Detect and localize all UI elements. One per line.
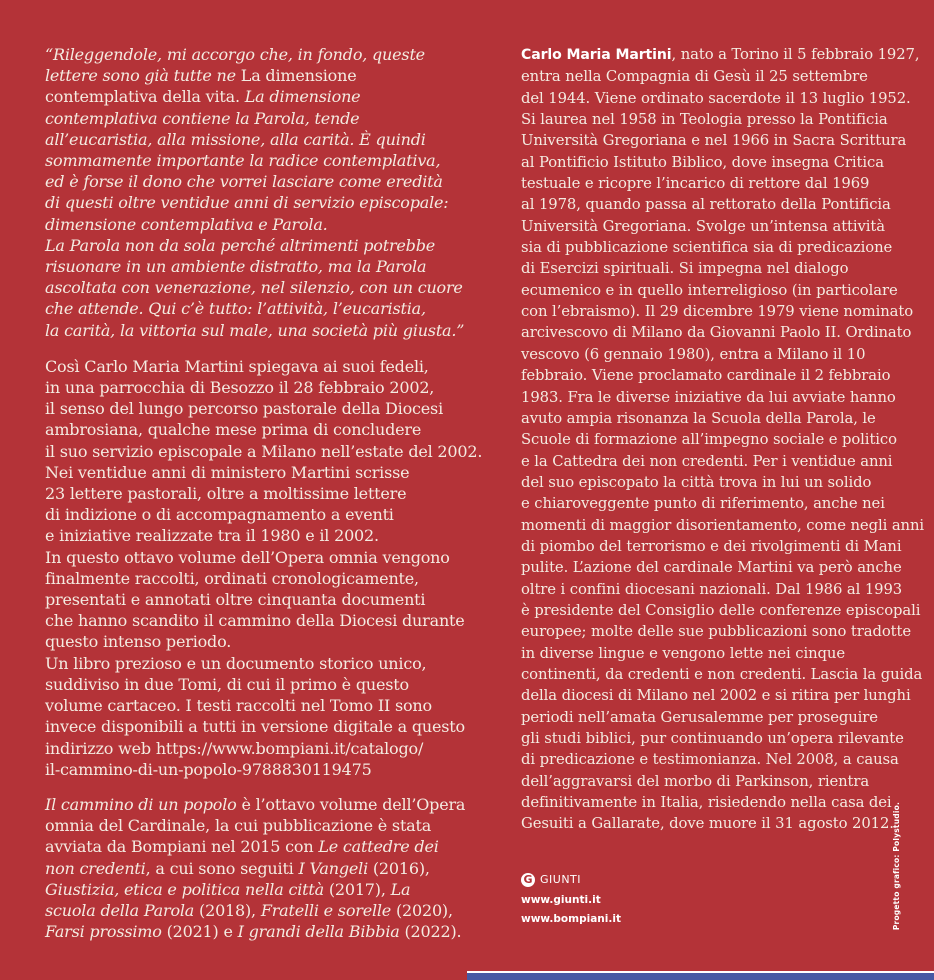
text-line: lettere sono già tutte ne La dimensione (45, 66, 357, 86)
text-line: avuto ampia risonanza la Scuola della Parola, le (521, 409, 876, 427)
quote-paragraph (45, 44, 477, 341)
text-line: ambrosiana, qualche mese prima di concludere (45, 420, 422, 440)
text-line: ecumenico e in quello interreligioso (in particolare (521, 281, 898, 299)
text-line: 23 lettere pastorali, oltre a moltissime lettere (45, 484, 407, 504)
text-line: al Pontificio Istituto Biblico, dove insegna Critica (521, 153, 884, 171)
text-line: dell’aggravarsi del morbo di Parkinson, rientra (521, 772, 870, 790)
biography-paragraph (521, 44, 925, 835)
text-line: febbraio. Viene proclamato cardinale il 2 febbraio (521, 367, 891, 385)
publisher-block (521, 872, 621, 925)
text-line: gli studi biblici, pur continuando un’opera rilevante (521, 730, 904, 747)
text-line: il senso del lungo percorso pastorale della Diocesi (45, 399, 443, 419)
text-line: In questo ottavo volume dell’Opera omnia vengono (45, 547, 450, 567)
text-line: suddiviso in due Tomi, di cui il primo è questo (45, 674, 409, 694)
series-paragraph (45, 794, 477, 942)
text-line: Un libro prezioso e un documento storico unico, (45, 653, 427, 673)
text-line: La Parola non da sola perché altrimenti potrebbe (45, 235, 436, 255)
text-line: Farsi prossimo (2021) e I grandi della Bibbia (2022). (45, 922, 462, 942)
text-line: Carlo Maria Martini, nato a Torino il 5 febbraio 1927, (521, 46, 920, 63)
text-line: in una parrocchia di Besozzo il 28 febbraio 2002, (45, 378, 435, 398)
text-line: continenti, da credenti e non credenti. Lascia la guida (521, 665, 923, 683)
bottom-edge-strip (467, 971, 934, 980)
text-line: sia di pubblicazione scientifica sia di predicazione (521, 239, 893, 257)
text-line: di predicazione e testimonianza. Nel 2008, a causa (521, 751, 899, 769)
text-line: ed è forse il dono che vorrei lasciare come eredità (45, 172, 443, 192)
text-line: “Rileggendole, mi accorgo che, in fondo, queste (45, 45, 425, 64)
text-line: della diocesi di Milano nel 2002 e si ritira per lunghi (521, 687, 911, 705)
text-line: momenti di maggior disorientamento, come negli anni (521, 516, 925, 534)
text-line: arcivescovo di Milano da Giovanni Paolo II. Ordinato (521, 324, 912, 342)
text-line: Università Gregoriana. Svolge un’intensa attività (521, 217, 885, 235)
text-line: periodi nell’amata Gerusalemme per proseguire (521, 708, 878, 726)
text-line: di Esercizi spirituali. Si impegna nel dialogo (521, 260, 849, 278)
intro-paragraph (45, 356, 483, 780)
text-line: Così Carlo Maria Martini spiegava ai suoi fedeli, (45, 356, 429, 376)
bompiani-website-text: www.bompiani.it (521, 913, 621, 925)
text-line: Si laurea nel 1958 in Teologia presso la Pontificia (521, 111, 888, 129)
text-line: finalmente raccolti, ordinati cronologicamente, (45, 568, 419, 588)
text-line: Giustizia, etica e politica nella città (2017), La (45, 879, 411, 899)
text-line: indirizzo web https://www.bompiani.it/catalogo/ (45, 738, 424, 758)
text-line: di piombo del terrorismo e dei rivolgimenti di Mani (521, 537, 902, 555)
text-line: risuonare in un ambiente distratto, ma la Parola (45, 257, 427, 277)
giunti-logo-wordmark: GIUNTI (540, 873, 582, 886)
text-line: presentati e annotati oltre cinquanta documenti (45, 590, 426, 610)
text-line: ascoltata con venerazione, nel silenzio, con un cuore (45, 278, 463, 298)
text-line: e la Cattedra dei non credenti. Per i ventidue anni (521, 452, 893, 470)
text-line: 1983. Fra le diverse iniziative da lui avviate hanno (521, 388, 896, 406)
design-credit: Progetto grafico: Polystudio. (892, 801, 901, 930)
text-line: con l’ebraismo). Il 29 dicembre 1979 viene nominato (521, 303, 914, 321)
text-line: non credenti, a cui sono seguiti I Vangeli (2016), (45, 858, 430, 878)
text-line: la carità, la vittoria sul male, una società più giusta.” (45, 320, 465, 340)
text-line: entra nella Compagnia di Gesù il 25 settembre (521, 68, 868, 86)
text-line: testuale e ricopre l’incarico di rettore dal 1969 (521, 175, 870, 193)
giunti-website-text: www.giunti.it (521, 894, 601, 906)
text-line: Università Gregoriana e nel 1966 in Sacra Scrittura (521, 132, 907, 150)
giunti-logo (521, 872, 621, 887)
right-column (521, 44, 925, 835)
text-line: che attende. Qui c’è tutto: l’attività, l’eucaristia, (45, 299, 426, 319)
text-line: che hanno scandito il cammino della Diocesi durante (45, 611, 465, 631)
text-line: di questi oltre ventidue anni di servizio episcopale: (45, 193, 449, 213)
text-line: questo intenso periodo. (45, 632, 232, 652)
text-line: il suo servizio episcopale a Milano nell’estate del 2002. (45, 441, 483, 461)
text-line: Nei ventidue anni di ministero Martini scrisse (45, 462, 410, 482)
text-line: Il cammino di un popolo è l’ottavo volume dell’Opera (45, 794, 466, 814)
text-line: sommamente importante la radice contemplativa, (45, 151, 441, 171)
text-line: di indizione o di accompagnamento a eventi (45, 505, 394, 525)
text-line: e iniziative realizzate tra il 1980 e il 2002. (45, 526, 379, 546)
text-line: contemplativa della vita. La dimensione (45, 87, 361, 107)
text-line: oltre i confini diocesani nazionali. Dal 1986 al 1993 (521, 580, 903, 598)
text-line: omnia del Cardinale, la cui pubblicazione è stata (45, 816, 432, 836)
text-line: in diverse lingue e vengono lette nei cinque (521, 644, 845, 662)
text-line: europee; molte delle sue pubblicazioni sono tradotte (521, 623, 911, 641)
text-line: del suo episcopato la città trova in lui un solido (521, 473, 872, 491)
text-line: Gesuiti a Gallarate, dove muore il 31 agosto 2012. (521, 815, 894, 833)
giunti-logo-icon (521, 873, 535, 887)
text-line: all’eucaristia, alla missione, alla carità. È quindi (45, 129, 426, 149)
text-line: è presidente del Consiglio delle conferenze episcopali (521, 601, 921, 619)
text-line: del 1944. Viene ordinato sacerdote il 13 luglio 1952. (521, 89, 911, 107)
text-line: avviata da Bompiani nel 2015 con Le cattedre dei (45, 837, 439, 857)
text-line: il-cammino-di-un-popolo-9788830119475 (45, 759, 372, 779)
text-line: scuola della Parola (2018), Fratelli e sorelle (2020), (45, 900, 453, 920)
giunti-logo-letter: G (523, 873, 533, 886)
left-column (45, 44, 483, 942)
text-line: contemplativa contiene la Parola, tende (45, 108, 360, 128)
text-line: volume cartaceo. I testi raccolti nel Tomo II sono (45, 696, 432, 716)
bottom-edge-blue-bar (467, 973, 934, 980)
text-line: definitivamente in Italia, risiedendo nella casa dei (521, 794, 892, 812)
text-line: pulite. L’azione del cardinale Martini va però anche (521, 559, 902, 577)
text-line: dimensione contemplativa e Parola. (45, 214, 328, 234)
text-line: Scuole di formazione all’impegno sociale e politico (521, 431, 897, 449)
text-line: e chiaroveggente punto di riferimento, anche nei (521, 495, 885, 513)
text-line: vescovo (6 gennaio 1980), entra a Milano il 10 (521, 345, 866, 363)
text-line: al 1978, quando passa al rettorato della Pontificia (521, 196, 891, 214)
text-line: invece disponibili a tutti in versione digitale a questo (45, 717, 465, 737)
